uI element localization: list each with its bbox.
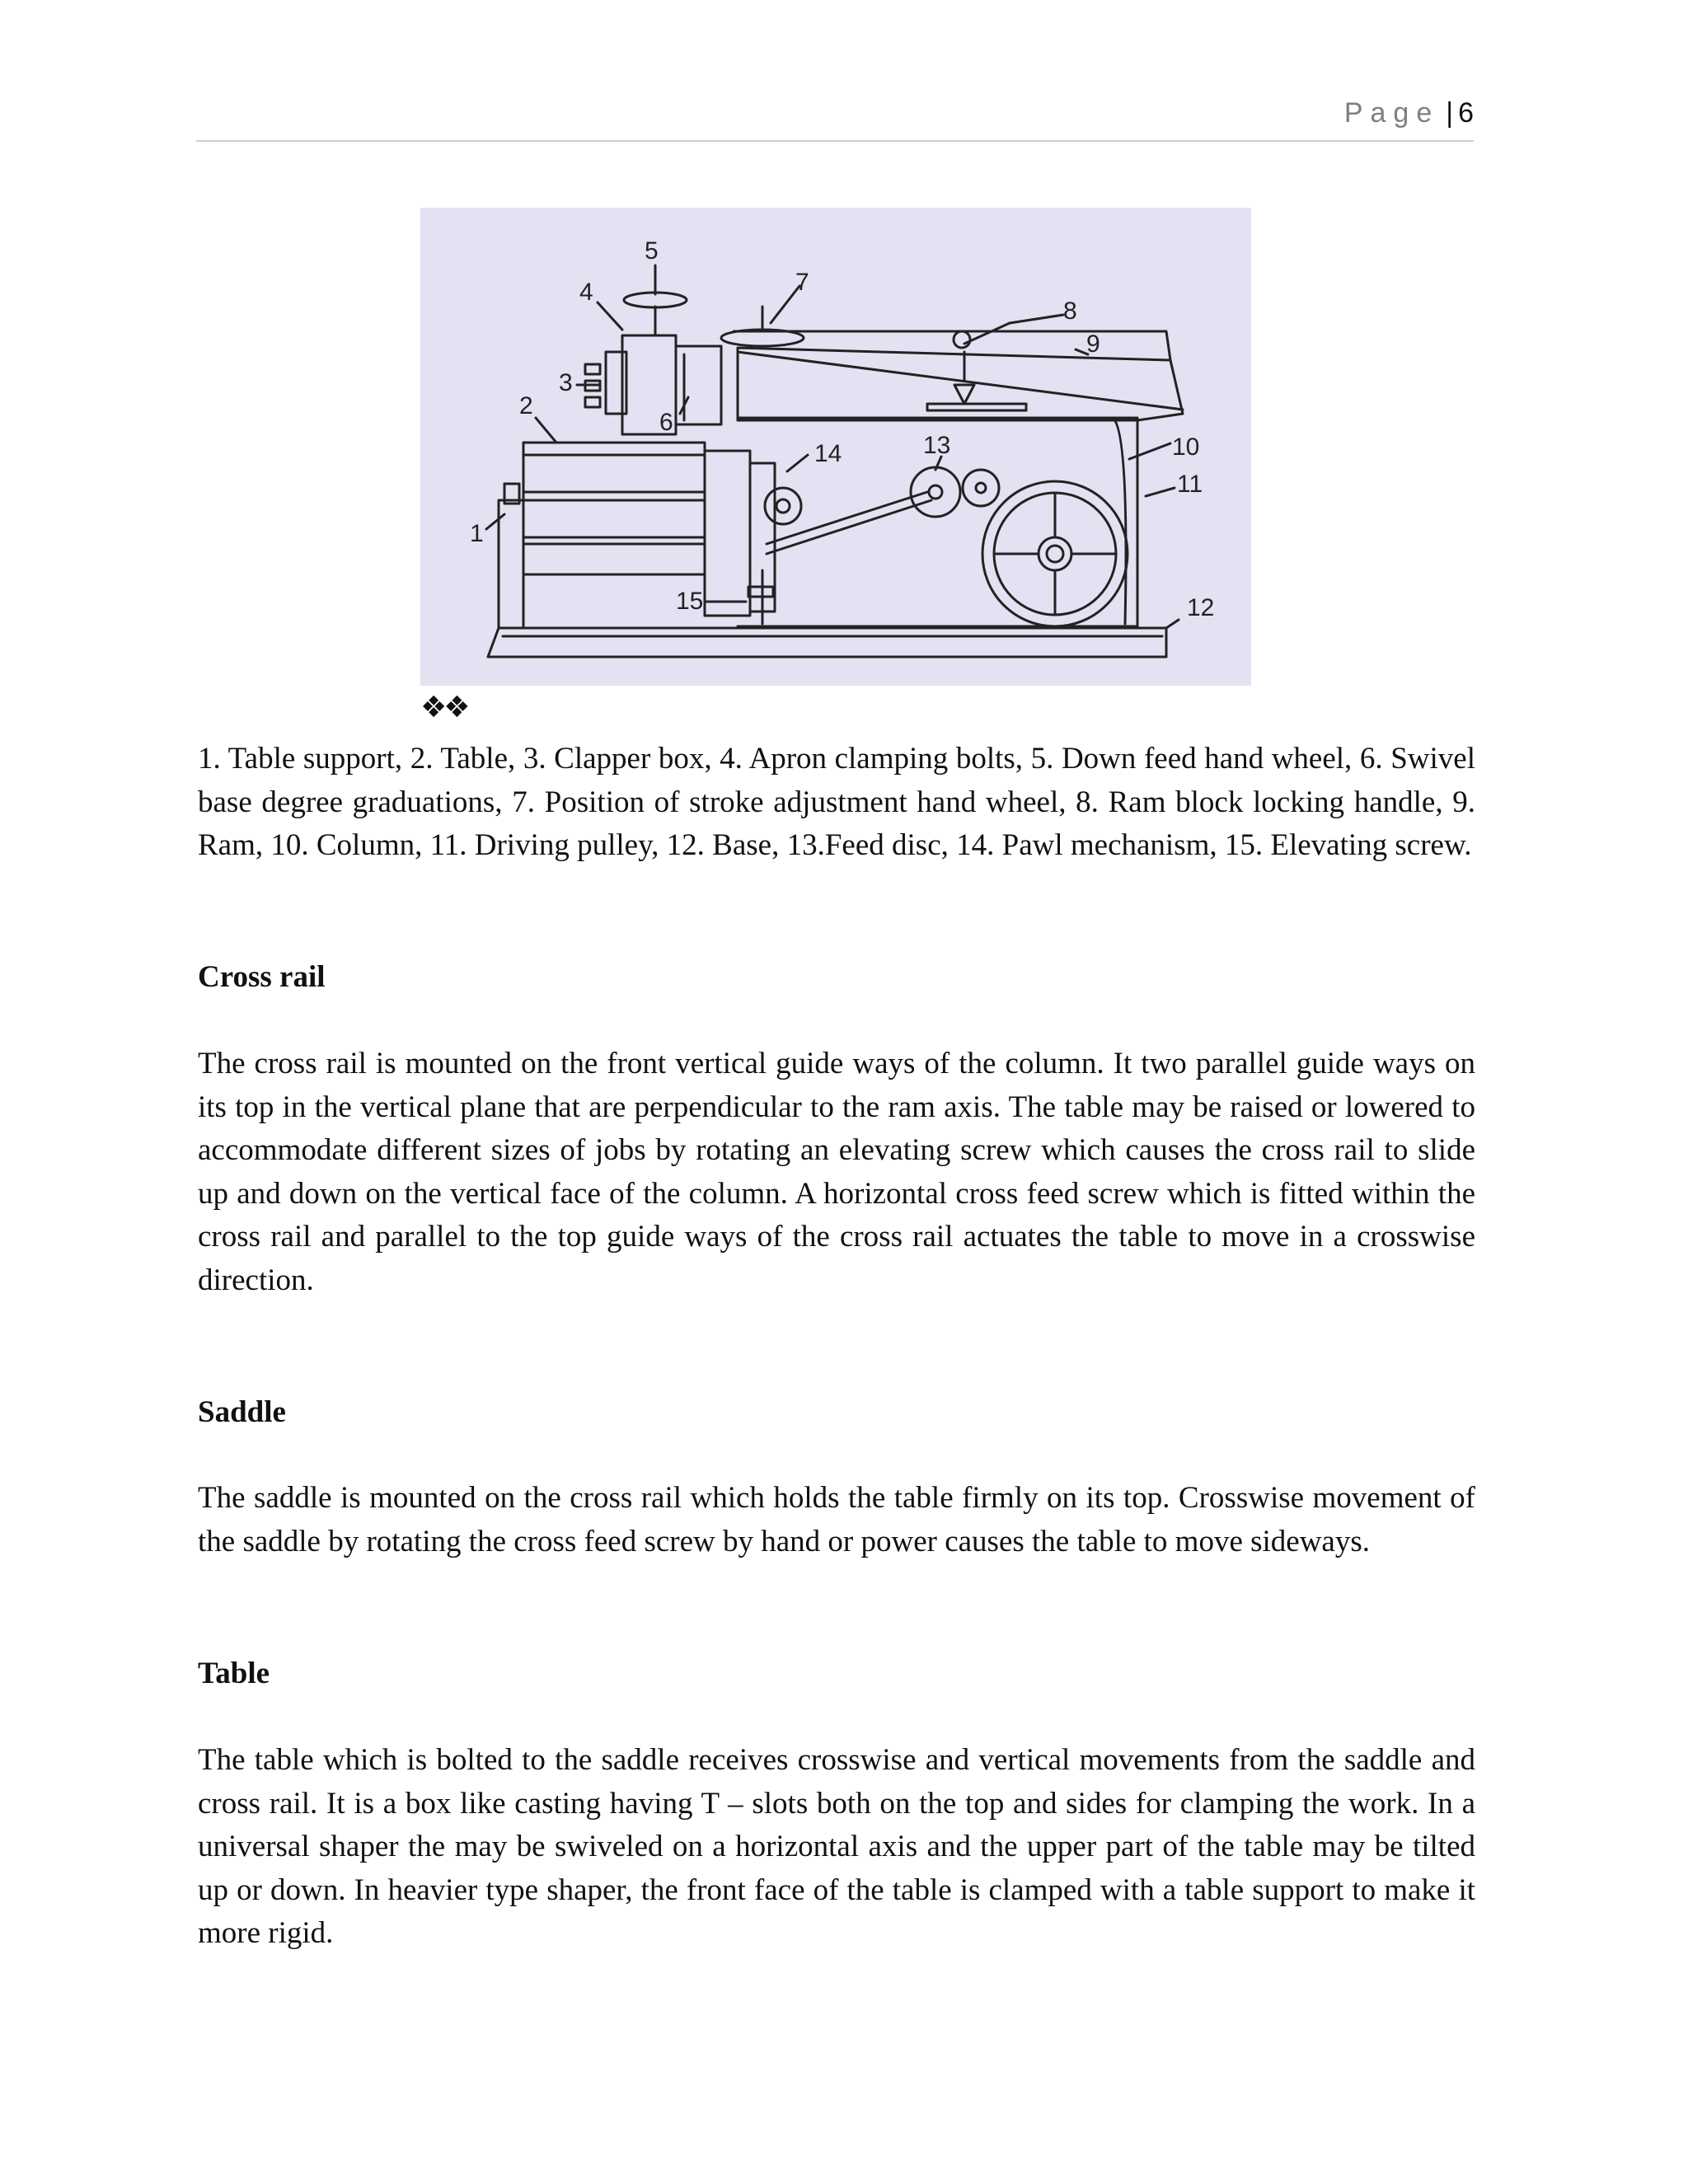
- callout-1: 1: [470, 520, 484, 547]
- callout-6: 6: [659, 409, 673, 436]
- bullet-ornament: ❖❖: [420, 691, 467, 724]
- section-heading-table: Table: [198, 1657, 270, 1690]
- figure-caption: 1. Table support, 2. Table, 3. Clapper box, 4. Apron clamping bolts, 5. Down feed hand wheel, 6. Swivel base degree graduations, 7. Position of stroke adjustment hand wheel, 8. Ram block locking handle, 9. Ram, 10. Column, 11. Driving pulley, 12. Base, 13.Feed disc, 14. Pawl mechanism, 15. Elevating screw.: [198, 742, 1475, 862]
- callout-5: 5: [645, 237, 659, 265]
- callout-14: 14: [814, 440, 842, 467]
- section-body-table: The table which is bolted to the saddle receives crosswise and vertical movements from the saddle and cross rail. It is a box like casting having T – slots both on the top and sides for clamping the work. In a universal shaper the may be swiveled on a horizontal axis and the upper part of the table may be tilted up or down. In heavier type shaper, the front face of the table is clamped with a table support to make it more rigid.: [198, 1743, 1475, 1950]
- callout-3: 3: [559, 369, 573, 396]
- section-body-cross-rail: The cross rail is mounted on the front vertical guide ways of the column. It two parallel guide ways on its top in the vertical plane that are perpendicular to the ram axis. The table may be raised or lowered to accommodate different sizes of jobs by rotating an elevating screw which causes the cross rail to slide up and down on the vertical face of the column. A horizontal cross feed screw which is fitted within the cross rail and parallel to the top guide ways of the cross rail actuates the table to move in a crosswise direction.: [198, 1047, 1475, 1297]
- page-separator: |: [1446, 97, 1454, 129]
- page-header: [196, 97, 1474, 142]
- shaper-machine-figure: [420, 208, 1251, 686]
- callout-2: 2: [519, 392, 533, 419]
- page-word: Page: [1343, 97, 1440, 129]
- section-heading-cross-rail: Cross rail: [198, 960, 326, 994]
- page-number: 6: [1458, 97, 1474, 129]
- callout-15: 15: [676, 588, 704, 615]
- callout-13: 13: [923, 432, 951, 459]
- callout-4: 4: [579, 279, 593, 306]
- callout-8: 8: [1063, 298, 1077, 325]
- section-body-saddle: The saddle is mounted on the cross rail which holds the table firmly on its top. Crosswise movement of the saddle by rotating the cross feed screw by hand or power causes the table to move sideways.: [198, 1481, 1475, 1558]
- callout-9: 9: [1086, 330, 1100, 358]
- callout-10: 10: [1172, 434, 1200, 461]
- shaper-diagram: [420, 208, 1251, 686]
- callout-12: 12: [1187, 594, 1215, 621]
- section-heading-saddle: Saddle: [198, 1395, 286, 1429]
- callout-11: 11: [1177, 471, 1203, 498]
- callout-7: 7: [795, 269, 809, 296]
